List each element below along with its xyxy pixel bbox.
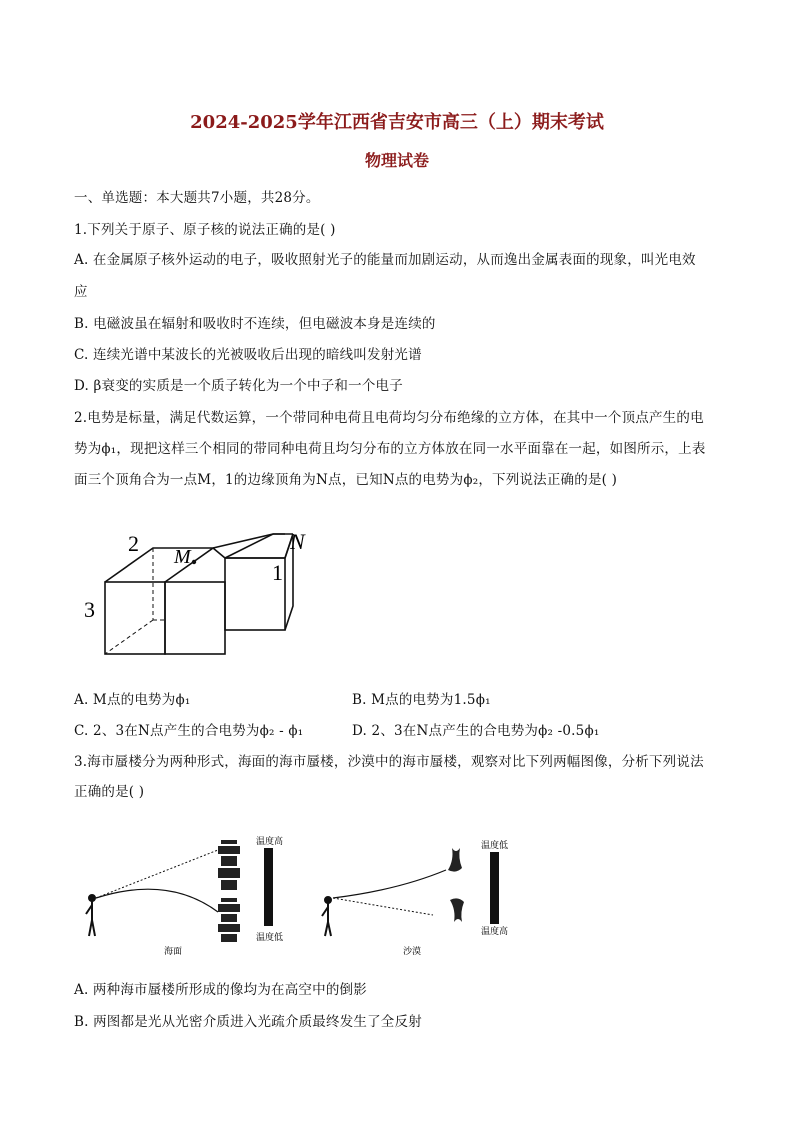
q1-option-c: C. 连续光谱中某波长的光被吸收后出现的暗线叫发射光谱 [74,347,422,363]
q1-option-b: B. 电磁波虽在辐射和吸收时不连续，但电磁波本身是连续的 [74,316,436,332]
sea-caption: 海面 [164,946,183,956]
q2-stem-line2: 势为ϕ₁，现把这样三个相同的带同种电荷且均匀分布的立方体放在同一水平面靠在一起，如图所示，上表 [74,441,706,457]
label-N: N [290,529,305,554]
q2-stem-line1: 2.电势是标量，满足代数运算，一个带同种电荷且电荷均匀分布绝缘的立方体，在其中一个顶点产生的电 [74,410,704,426]
sea-temp-high: 温度高 [256,836,284,846]
q1-option-a-cont: 应 [74,284,88,300]
q2-stem-line3: 面三个顶角合为一点M，1的边缘顶角为N点，已知N点的电势为ϕ₂，下列说法正确的是( ) [74,472,618,488]
q3-stem-line1: 3.海市蜃楼分为两种形式，海面的海市蜃楼，沙漠中的海市蜃楼，观察对比下列两幅图像，分析下列说法 [74,754,704,770]
sea-temp-low: 温度低 [256,932,284,942]
label-3: 3 [84,597,95,622]
cubes-figure [78,525,328,665]
q2-option-b: B. M点的电势为1.5ϕ₁ [352,692,491,708]
q2-option-d: D. 2、3在N点产生的合电势为ϕ₂ -0.5ϕ₁ [352,723,600,739]
label-1: 1 [272,560,283,585]
label-2: 2 [128,531,139,556]
exam-title: 2024-2025学年江西省吉安市高三（上）期末考试 [190,112,604,133]
q3-stem-line2: 正确的是( ) [74,784,145,800]
q3-option-a: A. 两种海市蜃楼所形成的像均为在高空中的倒影 [74,982,367,998]
q2-option-c: C. 2、3在N点产生的合电势为ϕ₂ - ϕ₁ [74,723,304,739]
sea-mirage [86,835,283,956]
desert-mirage [322,839,508,956]
q1-stem: 1.下列关于原子、原子核的说法正确的是( ) [74,222,336,238]
mirage-figure [78,830,518,960]
label-M: M [174,546,191,568]
exam-subject: 物理试卷 [364,151,429,170]
q1-option-d: D. β衰变的实质是一个质子转化为一个中子和一个电子 [74,378,403,394]
section-header: 一、单选题：本大题共7小题，共28分。 [74,190,320,206]
desert-caption: 沙漠 [403,946,422,956]
q3-option-b: B. 两图都是光从光密介质进入光疏介质最终发生了全反射 [74,1014,422,1030]
desert-temp-low: 温度低 [481,840,509,850]
desert-temp-high: 温度高 [481,926,509,936]
q1-option-a: A. 在金属原子核外运动的电子，吸收照射光子的能量而加剧运动，从而逸出金属表面的现象，叫光电效 [74,252,696,268]
q2-option-a: A. M点的电势为ϕ₁ [74,692,191,708]
